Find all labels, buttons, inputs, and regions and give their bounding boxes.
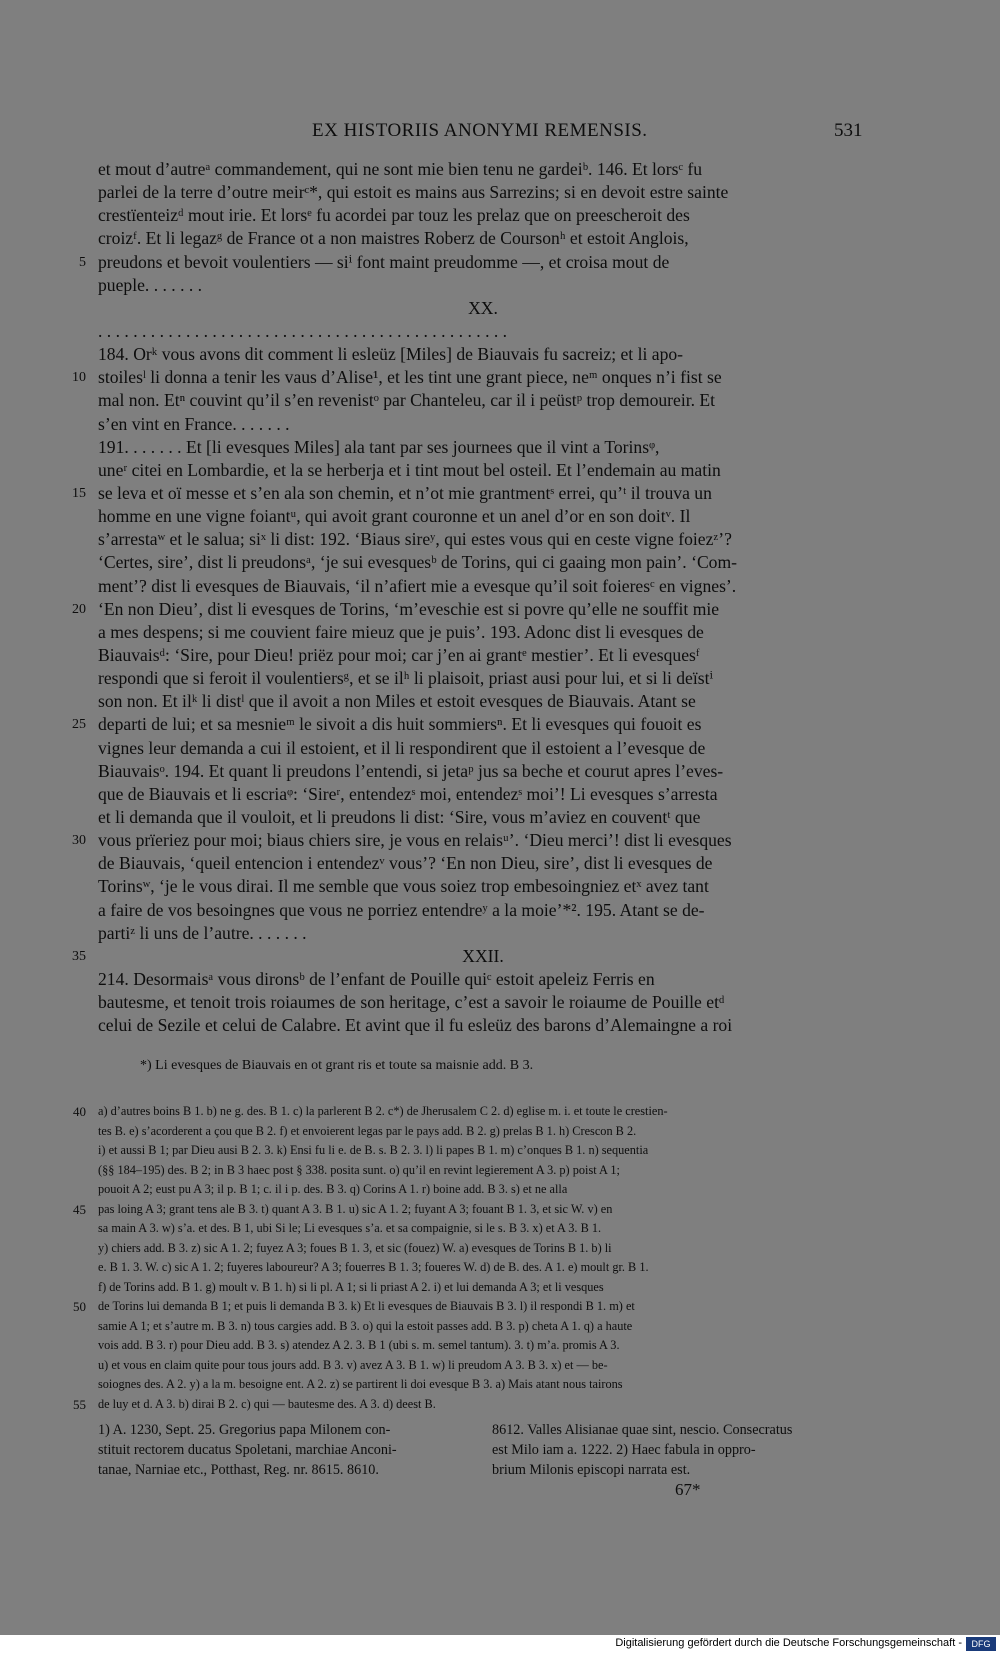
footnotes-right-column [492,1420,868,1480]
main-line [98,274,868,297]
main-line-text: XX. [468,297,498,318]
line-number: 50 [73,1299,86,1314]
footer-credit: Digitalisierung gefördert durch die Deutsche Forschungsgemeinschaft - [615,1637,962,1649]
line-number: 15 [72,485,86,501]
main-line [98,690,868,713]
variant-line-text: a) d’autres boins B 1. b) ne g. des. B 1. c) la parlerent B 2. c*) de Jherusalem C 2. d) eglise m. i. et toute le crestien- [98,1104,668,1118]
dfg-logo: DFG [966,1637,996,1651]
main-line-text: preudons et bevoit voulentiers — siⁱ font maint preudomme —, et croisa mout de [98,251,670,272]
variant-line [98,1180,868,1200]
main-line-text: et mout d’autreᵃ commandement, qui ne sont mie bien tenu ne gardeiᵇ. 146. Et lorsᶜ fu [98,159,702,179]
variant-line-text: soiognes des. A 2. y) a la m. besoigne ent. A 2. z) se partirent li doi evesque B 3. a) Mais atant nous tairons [98,1377,623,1391]
variant-line-text: samie A 1; et s’autre m. B 3. n) tous cargies add. B 3. o) qui la estoit passes add. B 3. p) cheta A 1. q) a haute [98,1318,633,1333]
main-line [98,297,868,320]
variant-line [98,1317,868,1337]
variant-line-text: pas loing A 3; grant tens ale B 3. t) quant A 3. B 1. u) sic A 1. 2; fuyant A 3; fouant B 1. 3, et sic W. v) en [98,1201,613,1216]
main-line [98,760,868,783]
main-line-text: a faire de vos besoingnes que vous ne porriez entendreʸ a la moie’*². 195. Atant se de- [98,899,705,920]
main-line [98,227,868,250]
main-line [98,181,868,204]
variant-line [98,1122,868,1142]
line-number: 20 [72,601,86,617]
main-line [98,204,868,227]
line-number: 55 [73,1396,86,1412]
running-title: EX HISTORIIS ANONYMI REMENSIS. [312,120,648,141]
main-line [72,366,868,389]
variant-line-text: sa main A 3. w) s’a. et des. B 1, ubi Si le; Li evesques s’a. et sa compaignie, si le s. B 3. x) et A 3. B 1. [98,1221,602,1235]
variant-line-text: pouoit A 2; eust pu A 3; il p. B 1; c. il i p. des. B 3. q) Corins A 1. r) boine add. B 3. s) et ne alla [98,1182,568,1196]
main-line-text: 214. Desormaisᵃ vous dironsᵇ de l’enfant de Pouille quiᶜ estoit apeleiz Ferris en [98,968,655,989]
running-header [0,120,1000,146]
main-line [98,667,868,690]
main-line [98,875,868,898]
main-line [98,505,868,528]
variant-line [98,1278,868,1298]
line-number: 40 [73,1104,86,1119]
main-line-text: croizᶠ. Et li legazᵍ de France ot a non maistres Roberz de Coursonʰ et estoit Anglois, [98,228,689,249]
main-line-text: que de Biauvais et li escriaᵠ: ‘Sireʳ, entendezˢ moi, entendezˢ moi’! Li evesques s’arresta [98,783,718,804]
main-line-text: et li demanda que il vouloit, et li preudons li dist: ‘Sire, vous m’aviez en couventᵗ que [98,806,701,827]
footer-bar [0,1635,1000,1653]
footnotes-left-column [98,1420,474,1480]
main-line [98,899,868,922]
main-line-text: vignes leur demanda a cui il estoient, et il li respondirent que il estoient a l’evesque de [98,737,706,758]
variant-line [98,1375,868,1395]
main-line-text: s’en vint en France. . . . . . . [98,413,290,434]
main-line [98,158,868,181]
main-line-text: ‘En non Dieu’, dist li evesques de Torins, ‘m’eveschie est si povre qu’elle ne souffit mie [98,598,720,619]
main-line-text: . . . . . . . . . . . . . . . . . . . . . . . . . . . . . . . . . . . . . . . . . . . . . . . [98,320,508,341]
footnote-line: 1) A. 1230, Sept. 25. Gregorius papa Milonem con- [98,1422,391,1438]
variant-line-text: (§§ 184–195) des. B 2; in B 3 haec post § 338. posita sunt. o) qu’il en revint legierement A 3. p) poist A 1; [98,1162,620,1177]
variant-line [73,1395,868,1415]
main-line [98,737,868,760]
main-line-text: departi de lui; et sa mesnieᵐ le sivoit a dis huit sommiersⁿ. Et li evesques qui fouoit es [98,714,702,735]
main-line-text: Torinsʷ, ‘je le vous dirai. Il me semble que vous soiez trop embesoingniez etˣ avez tant [98,876,709,897]
line-number: 25 [72,717,86,733]
main-line [98,1014,868,1037]
line-number: 30 [72,833,86,849]
page-number: 531 [834,120,863,141]
signature-mark: 67* [675,1480,701,1499]
line-number: 45 [73,1201,86,1217]
line-number: 5 [79,254,86,270]
variant-line-text: u) et vous en claim quite pour tous jours add. B 3. v) avez A 3. B 1. w) li preudom A 3. B 3. x) et — be- [98,1357,608,1372]
main-line [98,968,868,991]
footnote-line: est Milo iam a. 1222. 2) Haec fabula in oppro- [492,1442,756,1458]
main-line [72,945,868,968]
main-line-text: ‘Certes, sire’, dist li preudonsᵃ, ‘je sui evesquesᵇ de Torins, qui ci gaaing mon pain’. ‘Com- [98,552,738,573]
variant-line-text: i) et aussi B 1; par Dieu ausi B 2. 3. k) Ensi fu li e. de B. s. B 2. 3. l) li papes B 1. m) c’onques B 1. n) sequentia [98,1143,649,1157]
variant-line [73,1102,868,1122]
main-line-text: celui de Sezile et celui de Calabre. Et avint que il fu esleüz des barons d’Alemaingne a roi [98,1015,733,1036]
main-line-text: 191. . . . . . . Et [li evesques Miles] ala tant par ses journees que il vint a Torinsᵠ, [98,436,660,457]
main-line-text: Biauvaisᵒ. 194. Et quant li preudons l’entendi, si jetaᵖ jus sa beche et courut apres l’eves- [98,760,724,781]
line-number: 35 [72,948,86,964]
main-line [98,922,868,945]
variant-line-text: de Torins lui demanda B 1; et puis li demanda B 3. k) Et li evesques de Biauvais B 3. l) il respondi B 1. m) et [98,1299,635,1313]
main-line [98,413,868,436]
footnote-line: 8612. Valles Alisianae quae sint, nescio. Consecratus [492,1422,793,1438]
main-line [72,829,868,852]
variant-line-text: y) chiers add. B 3. z) sic A 1. 2; fuyez A 3; foues B 1. 3, et sic (fouez) W. a) evesques de Torins B 1. b) li [98,1240,612,1255]
main-line [98,644,868,667]
main-line-text: se leva et oï messe et s’en ala son chemin, et n’ot mie grantmentˢ errei, qu’ᵗ il trouva un [98,482,712,503]
main-line-text: Biauvaisᵈ: ‘Sire, pour Dieu! priëz pour moi; car j’en ai grantᵉ mestier’. Et li evesquesᶠ [98,644,700,665]
main-line [72,598,868,621]
variant-line [98,1239,868,1259]
main-line-text: s’arrestaʷ et le salua; siˣ li dist: 192. ‘Biaus sireʸ, qui estes vous qui en ceste vigne foiezᶻ’? [98,529,732,550]
main-line [98,528,868,551]
variant-line [98,1356,868,1376]
variant-line [98,1258,868,1278]
main-line-text: uneʳ citei en Lombardie, et la se herberja et i tint mout bel osteil. Et l’endemain au matin [98,459,721,480]
star-note: *) Li evesques de Biauvais en ot grant ris et toute sa maisnie add. B 3. [140,1058,534,1073]
main-text [72,158,868,1037]
main-line [72,482,868,505]
main-line [98,389,868,412]
main-line [98,551,868,574]
main-line [98,621,868,644]
main-line-text: parlei de la terre d’outre meirᶜ*, qui estoit es mains aus Sarrezins; si en devoit estre sainte [98,182,729,203]
main-line-text: bautesme, et tenoit trois roiaumes de son heritage, c’est a savoir le roiaume de Pouille etᵈ [98,992,725,1013]
footnote-line: stituit rectorem ducatus Spoletani, marchiae Anconi- [98,1442,397,1458]
main-line-text: homme en une vigne foiantᵘ, qui avoit grant couronne et un anel d’or en son doitᵛ. Il [98,506,691,527]
variant-line-text: f) de Torins add. B 1. g) moult v. B 1. h) si li pl. A 1; si li priast A 2. i) et lui demanda A 3; et li vesques [98,1279,604,1294]
main-line-text: 184. Orᵏ vous avons dit comment li esleüz [Miles] de Biauvais fu sacreiz; et li apo- [98,344,684,365]
variant-line [73,1200,868,1220]
main-line [98,806,868,829]
variant-line [98,1219,868,1239]
variant-line-text: tes B. e) s’acorderent a çou que B 2. f) et envoierent legas par le pays add. B 2. g) prelas B 1. h) Crescon B 2. [98,1123,637,1138]
main-line-text: partiᶻ li uns de l’autre. . . . . . . [98,922,307,943]
main-line [98,343,868,366]
main-line [98,852,868,875]
main-line-text: stoilesˡ li donna a tenir les vaus d’Alise¹, et les tint une grant piece, neᵐ onques n’i fist se [98,367,722,388]
variant-line [98,1161,868,1181]
main-line [98,320,868,343]
main-line-text: a mes despens; si me couvient faire mieuz que je puis’. 193. Adonc dist li evesques de [98,621,704,642]
main-line [98,436,868,459]
main-line [98,991,868,1014]
variant-apparatus [73,1102,868,1414]
main-line [98,459,868,482]
variant-line-text: e. B 1. 3. W. c) sic A 1. 2; fuyeres laboureur? A 3; fouerres B 1. 3; foueres W. d) de B. des. A 1. e) moult gr. B 1. [98,1260,649,1274]
line-number: 10 [72,370,86,386]
main-line [72,713,868,736]
main-line [79,251,868,274]
main-line-text: XXII. [462,945,504,966]
main-line-text: respondi que si feroit il voulentiersᵍ, et se ilʰ li plaisoit, priast ausi pour lui, et si li deïstⁱ [98,668,714,689]
main-line-text: vous prïeriez pour moi; biaus chiers sire, je vous en relaisᵘ’. ‘Dieu merci’! dist li evesques [98,830,732,851]
main-line [98,783,868,806]
main-line-text: de Biauvais, ‘queil entencion i entendezᵛ vous’? ‘En non Dieu, sire’, dist li evesques de [98,853,713,874]
main-line [98,575,868,598]
variant-line-text: vois add. B 3. r) pour Dieu add. B 3. s) atendez A 2. 3. B 1 (ubi s. m. semel tantum). 3. t) m’a. promis A 3. [98,1338,620,1352]
variant-line [98,1336,868,1356]
main-line-text: ment’? dist li evesques de Biauvais, ‘il n’afiert mie a evesque qu’il soit foieresᶜ en vignes’. [98,575,737,596]
main-line-text: son non. Et ilᵏ li distˡ que il avoit a non Miles et estoit evesques de Biauvais. Atant se [98,691,696,712]
variant-line-text: de luy et d. A 3. b) dirai B 2. c) qui — bautesme des. A 3. d) deest B. [98,1396,436,1411]
variant-line [73,1297,868,1317]
footnote-line: tanae, Narniae etc., Potthast, Reg. nr. 8615. 8610. [98,1462,379,1478]
footnote-line: brium Milonis episcopi narrata est. [492,1462,691,1478]
main-line-text: crestïenteizᵈ mout irie. Et lorsᵉ fu acordei par touz les prelaz que on preescheroit des [98,205,690,226]
variant-line [98,1141,868,1161]
main-line-text: mal non. Etⁿ couvint qu’il s’en revenistᵒ par Chanteleu, car il i peüstᵖ trop demoureir. Et [98,390,716,411]
main-line-text: pueple. . . . . . . [98,274,203,295]
